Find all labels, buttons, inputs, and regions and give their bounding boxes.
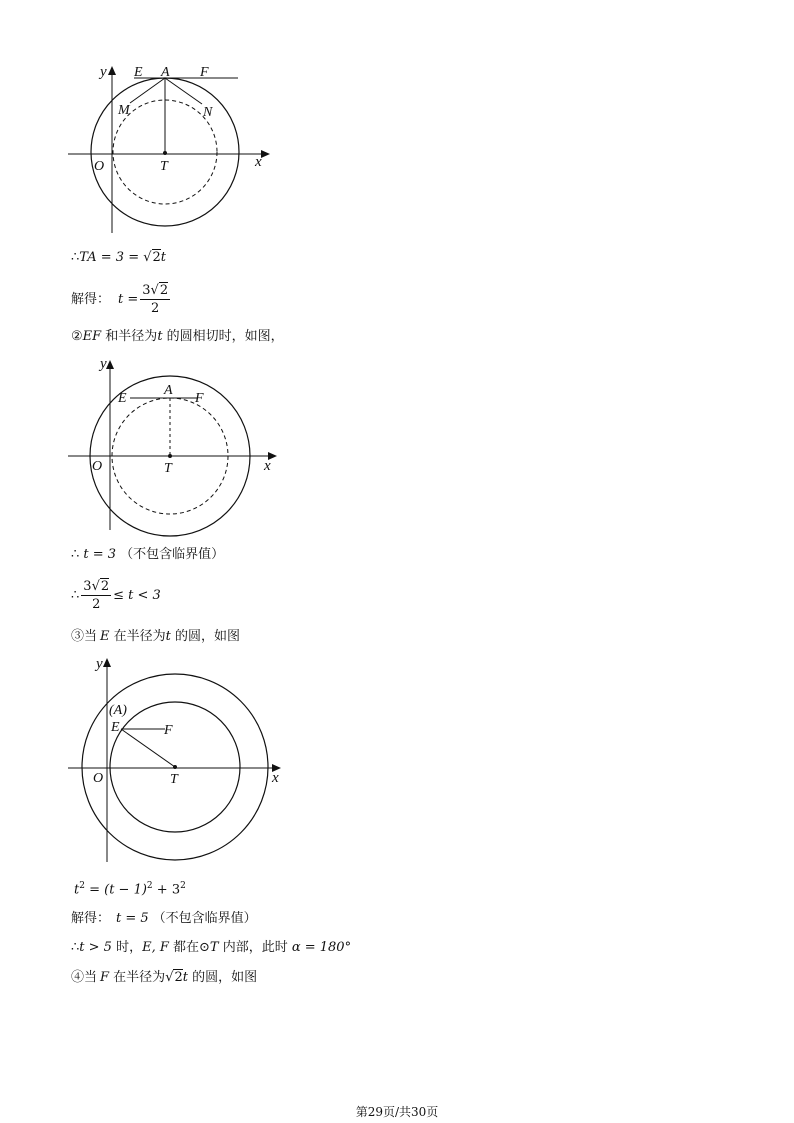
fig3-point-f: F bbox=[164, 723, 173, 738]
case-3-text: ③当 E 在半径为t 的圆，如图 bbox=[71, 629, 241, 644]
solve1-fraction: $\frac{3√2}{2}$ bbox=[142, 283, 169, 316]
range1-fraction: $\frac{3√2}{2}$ bbox=[83, 579, 110, 612]
line-ta: ∴TA = 3 = √2t bbox=[71, 250, 167, 265]
fig1-origin-label: O bbox=[94, 159, 105, 174]
line-t3: ∴ t = 3 （不包含临界值） bbox=[71, 547, 225, 562]
case-4-text: ④当 F 在半径为√2t 的圆，如图 bbox=[71, 970, 258, 985]
fig3-point-t: T bbox=[170, 772, 178, 787]
fig3-y-label: y bbox=[96, 656, 103, 672]
fig1-x-label: x bbox=[255, 154, 262, 170]
equation-line: $t^2 = (t - 1)^2 + 3^2$ bbox=[74, 881, 186, 898]
fig1-point-t: T bbox=[160, 159, 168, 174]
fig2-point-a: A bbox=[164, 383, 173, 398]
fig2-point-t: T bbox=[164, 461, 172, 476]
fig1-point-n: N bbox=[203, 105, 213, 120]
fig2-origin-label: O bbox=[92, 459, 103, 474]
figure-2 bbox=[60, 352, 290, 537]
solve-1: 解得： t = $\frac{3√2}{2}$ bbox=[71, 283, 169, 316]
fig2-x-label: x bbox=[264, 458, 271, 474]
figure-1 bbox=[60, 58, 280, 238]
conclusion-line: ∴t > 5 时，E, F 都在⊙T 内部，此时 α = 180° bbox=[71, 940, 352, 955]
fig1-point-a: A bbox=[161, 65, 170, 80]
fig3-point-e: E bbox=[111, 720, 120, 735]
range-1: ∴ $\frac{3√2}{2}$ ≤ t < 3 bbox=[71, 579, 161, 612]
fig1-point-m: M bbox=[118, 103, 130, 118]
fig1-y-label: y bbox=[100, 64, 107, 80]
fig2-point-f: F bbox=[195, 391, 204, 406]
figure-3 bbox=[60, 650, 290, 870]
fig2-y-label: y bbox=[100, 356, 107, 372]
solve-2: 解得： t = 5 （不包含临界值） bbox=[71, 911, 257, 926]
fig1-point-f: F bbox=[200, 65, 209, 80]
fig3-origin-label: O bbox=[93, 771, 104, 786]
fig2-point-e: E bbox=[118, 391, 127, 406]
page-number: 第29页/共30页 bbox=[355, 1105, 439, 1119]
fig3-x-label: x bbox=[272, 770, 279, 786]
fig1-point-e: E bbox=[134, 65, 143, 80]
fig3-point-a: (A) bbox=[109, 703, 127, 718]
case-2-text: ②EF 和半径为t 的圆相切时，如图， bbox=[71, 329, 284, 344]
